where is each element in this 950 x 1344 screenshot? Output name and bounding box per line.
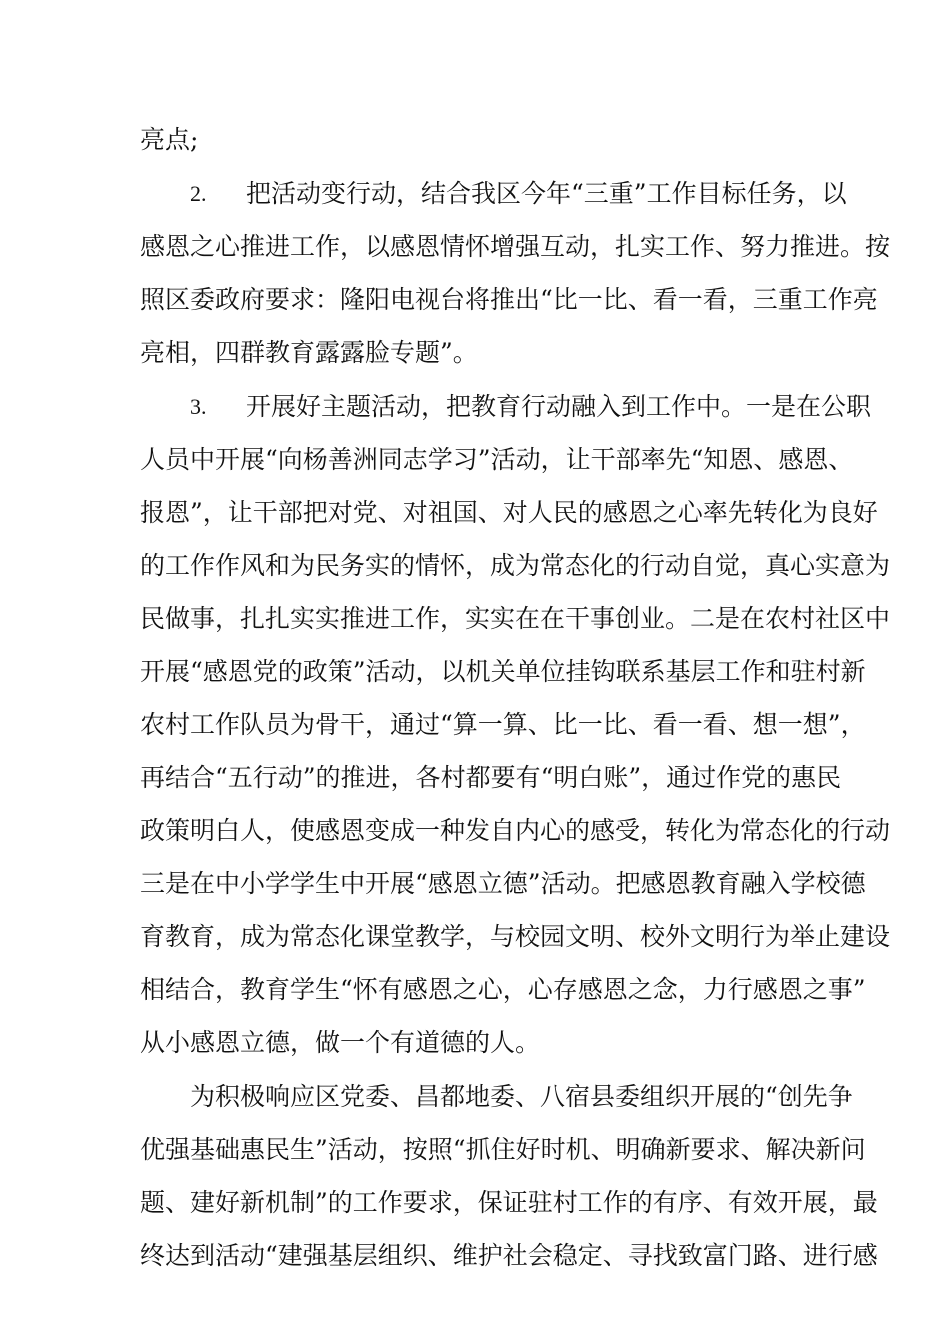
text-line: 终达到活动“建强基层组织、维护社会稳定、寻找致富门路、进行感 xyxy=(140,1241,878,1270)
text-line: 农村工作队员为骨干，通过“算一算、比一比、看一看、想一想”， xyxy=(140,710,866,739)
text-line: 开展好主题活动，把教育行动融入到工作中。一是在公职 xyxy=(246,392,872,421)
text-line: 育教育，成为常态化课堂教学，与校园文明、校外文明行为举止建设 xyxy=(140,922,891,951)
text-line: 把活动变行动，结合我区今年“三重”工作目标任务，以 xyxy=(246,179,847,208)
text-line: 优强基础惠民生”活动，按照“抓住好时机、明确新要求、解决新问 xyxy=(140,1135,866,1164)
item-number: 3. xyxy=(190,394,207,419)
text-line: 开展“感恩党的政策”活动，以机关单位挂钩联系基层工作和驻村新 xyxy=(140,657,866,686)
text-line: 照区委政府要求：隆阳电视台将推出“比一比、看一看，三重工作亮 xyxy=(140,285,878,314)
text-line: 亮相，四群教育露露脸专题”。 xyxy=(140,338,478,367)
text-line: 感恩之心推进工作，以感恩情怀增强互动，扎实工作、努力推进。按 xyxy=(140,232,891,261)
text-line: 三是在中小学学生中开展“感恩立德”活动。把感恩教育融入学校德 xyxy=(140,869,866,898)
text-line: 相结合，教育学生“怀有感恩之心，心存感恩之念，力行感恩之事” xyxy=(140,975,866,1004)
item-number: 2. xyxy=(190,181,207,206)
text-line: 题、建好新机制”的工作要求，保证驻村工作的有序、有效开展，最 xyxy=(140,1188,878,1217)
text-line: 再结合“五行动”的推进，各村都要有“明白账”，通过作党的惠民 xyxy=(140,763,842,792)
text-line: 为积极响应区党委、昌都地委、八宿县委组织开展的“创先争 xyxy=(190,1082,853,1111)
text-line: 亮点; xyxy=(140,125,199,154)
text-line: 从小感恩立德，做一个有道德的人。 xyxy=(140,1028,541,1057)
text-line: 的工作作风和为民务实的情怀，成为常态化的行动自觉，真心实意为 xyxy=(140,551,891,580)
text-line: 人员中开展“向杨善洲同志学习”活动，让干部率先“知恩、感恩、 xyxy=(140,445,854,474)
text-line: 报恩”，让干部把对党、对祖国、对人民的感恩之心率先转化为良好 xyxy=(140,498,878,527)
text-line: 政策明白人，使感恩变成一种发自内心的感受，转化为常态化的行动 xyxy=(140,816,891,845)
text-line: 民做事，扎扎实实推进工作，实实在在干事创业。二是在农村社区中 xyxy=(140,604,891,633)
